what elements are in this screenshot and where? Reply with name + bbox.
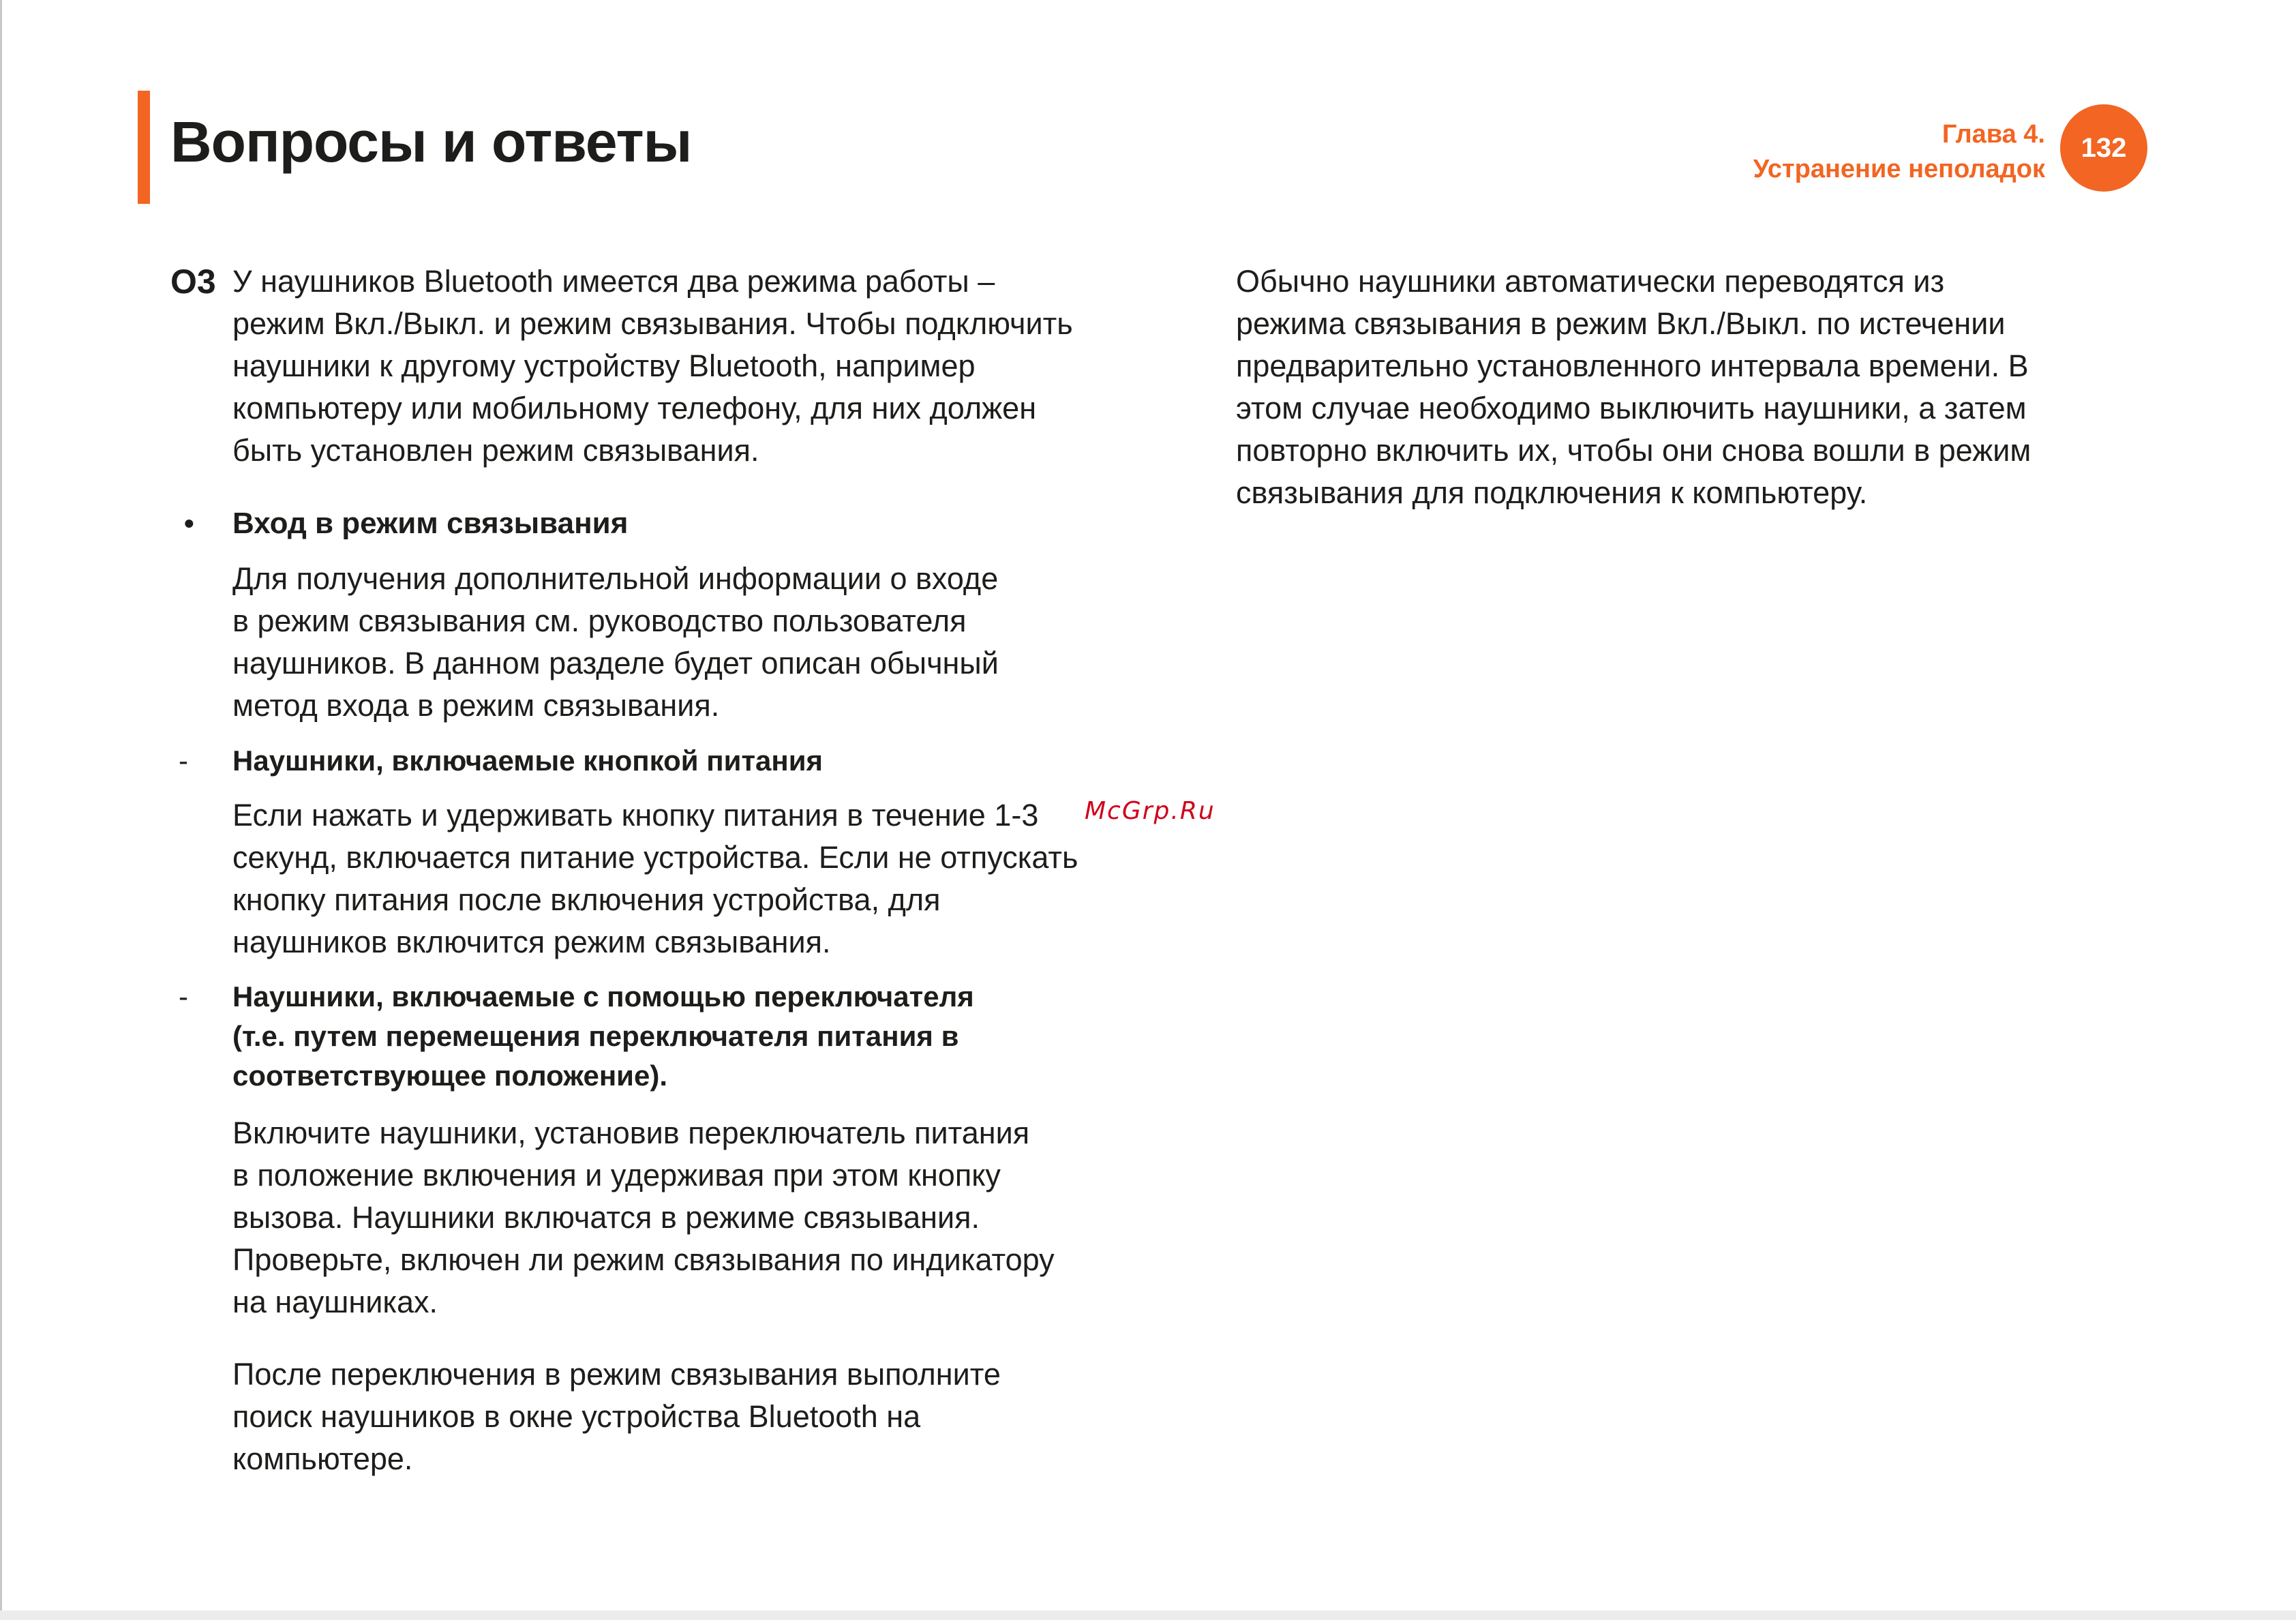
sub-description-power-button <box>232 794 1146 963</box>
after-pairing-note <box>232 1353 1119 1480</box>
text-line: предварительно установленного интервала времени. В <box>1236 348 2029 383</box>
text-line: наушники к другому устройству Bluetooth, например <box>232 348 976 383</box>
text-line: Обычно наушники автоматически переводятся из <box>1236 264 1945 299</box>
heading-line: (т.е. путем перемещения переключателя питания в <box>232 1020 959 1052</box>
text-line: Проверьте, включен ли режим связывания по индикатору <box>232 1242 1055 1277</box>
text-line: на наушниках. <box>232 1285 438 1319</box>
text-line: режима связывания в режим Вкл./Выкл. по истечении <box>1236 306 2006 341</box>
heading-line: Наушники, включаемые кнопкой питания <box>232 745 824 777</box>
text-line: компьютере. <box>232 1441 413 1476</box>
sub-heading-power-button <box>232 741 823 781</box>
right-column-note <box>1236 260 2122 514</box>
text-line: метод входа в режим связывания. <box>232 688 720 723</box>
text-line: кнопку питания после включения устройства, для <box>232 882 941 917</box>
heading-line: соответствующее положение). <box>232 1060 668 1092</box>
dash-marker: - <box>179 980 188 1012</box>
text-line: режим Вкл./Выкл. и режим связывания. Чтобы подключить <box>232 306 1073 341</box>
text-line: наушников. В данном разделе будет описан обычный <box>232 646 999 680</box>
page-number-badge: 132 <box>2060 104 2147 192</box>
text-line: в положение включения и удерживая при этом кнопку <box>232 1158 1001 1192</box>
text-line: этом случае необходимо выключить наушники, а затем <box>1236 391 2027 425</box>
text-line: поиск наушников в окне устройства Bluetooth на <box>232 1399 921 1434</box>
chapter-name: Устранение неполадок <box>1753 155 2045 183</box>
dash-marker: - <box>179 745 188 777</box>
sub-heading-switch <box>232 977 1132 1096</box>
text-line: Включите наушники, установив переключатель питания <box>232 1115 1030 1150</box>
title-accent-bar <box>138 91 150 204</box>
chapter-label <box>1753 117 2045 187</box>
text-line: наушников включится режим связывания. <box>232 925 831 959</box>
text-line: в режим связывания см. руководство пользователя <box>232 603 967 638</box>
watermark: McGrp.Ru <box>1085 797 1215 825</box>
page-edge <box>0 0 2 1620</box>
page-bottom-edge <box>0 1610 2296 1620</box>
text-line: связывания для подключения к компьютеру. <box>1236 475 1868 510</box>
text-line: быть установлен режим связывания. <box>232 433 759 468</box>
page-title: Вопросы и ответы <box>170 110 692 174</box>
chapter-number: Глава 4. <box>1942 120 2045 149</box>
bullet-heading: Вход в режим связывания <box>232 507 629 540</box>
text-line: вызова. Наушники включатся в режиме связывания. <box>232 1200 980 1235</box>
answer-intro <box>232 260 1173 472</box>
bullet-marker: • <box>184 507 194 539</box>
heading-line: Наушники, включаемые с помощью переключателя <box>232 980 974 1012</box>
text-line: После переключения в режим связывания выполните <box>232 1357 1001 1392</box>
text-line: повторно включить их, чтобы они снова вошли в режим <box>1236 433 2031 468</box>
text-line: Для получения дополнительной информации о входе <box>232 561 999 596</box>
text-line: У наушников Bluetooth имеется два режима работы – <box>232 264 995 299</box>
bullet-description <box>232 558 1119 727</box>
text-line: секунд, включается питание устройства. Если не отпускать <box>232 840 1078 875</box>
text-line: Если нажать и удерживать кнопку питания в течение 1-3 <box>232 798 1039 832</box>
sub-description-switch <box>232 1112 1146 1323</box>
text-line: компьютеру или мобильному телефону, для них должен <box>232 391 1037 425</box>
question-label: О3 <box>170 262 216 301</box>
